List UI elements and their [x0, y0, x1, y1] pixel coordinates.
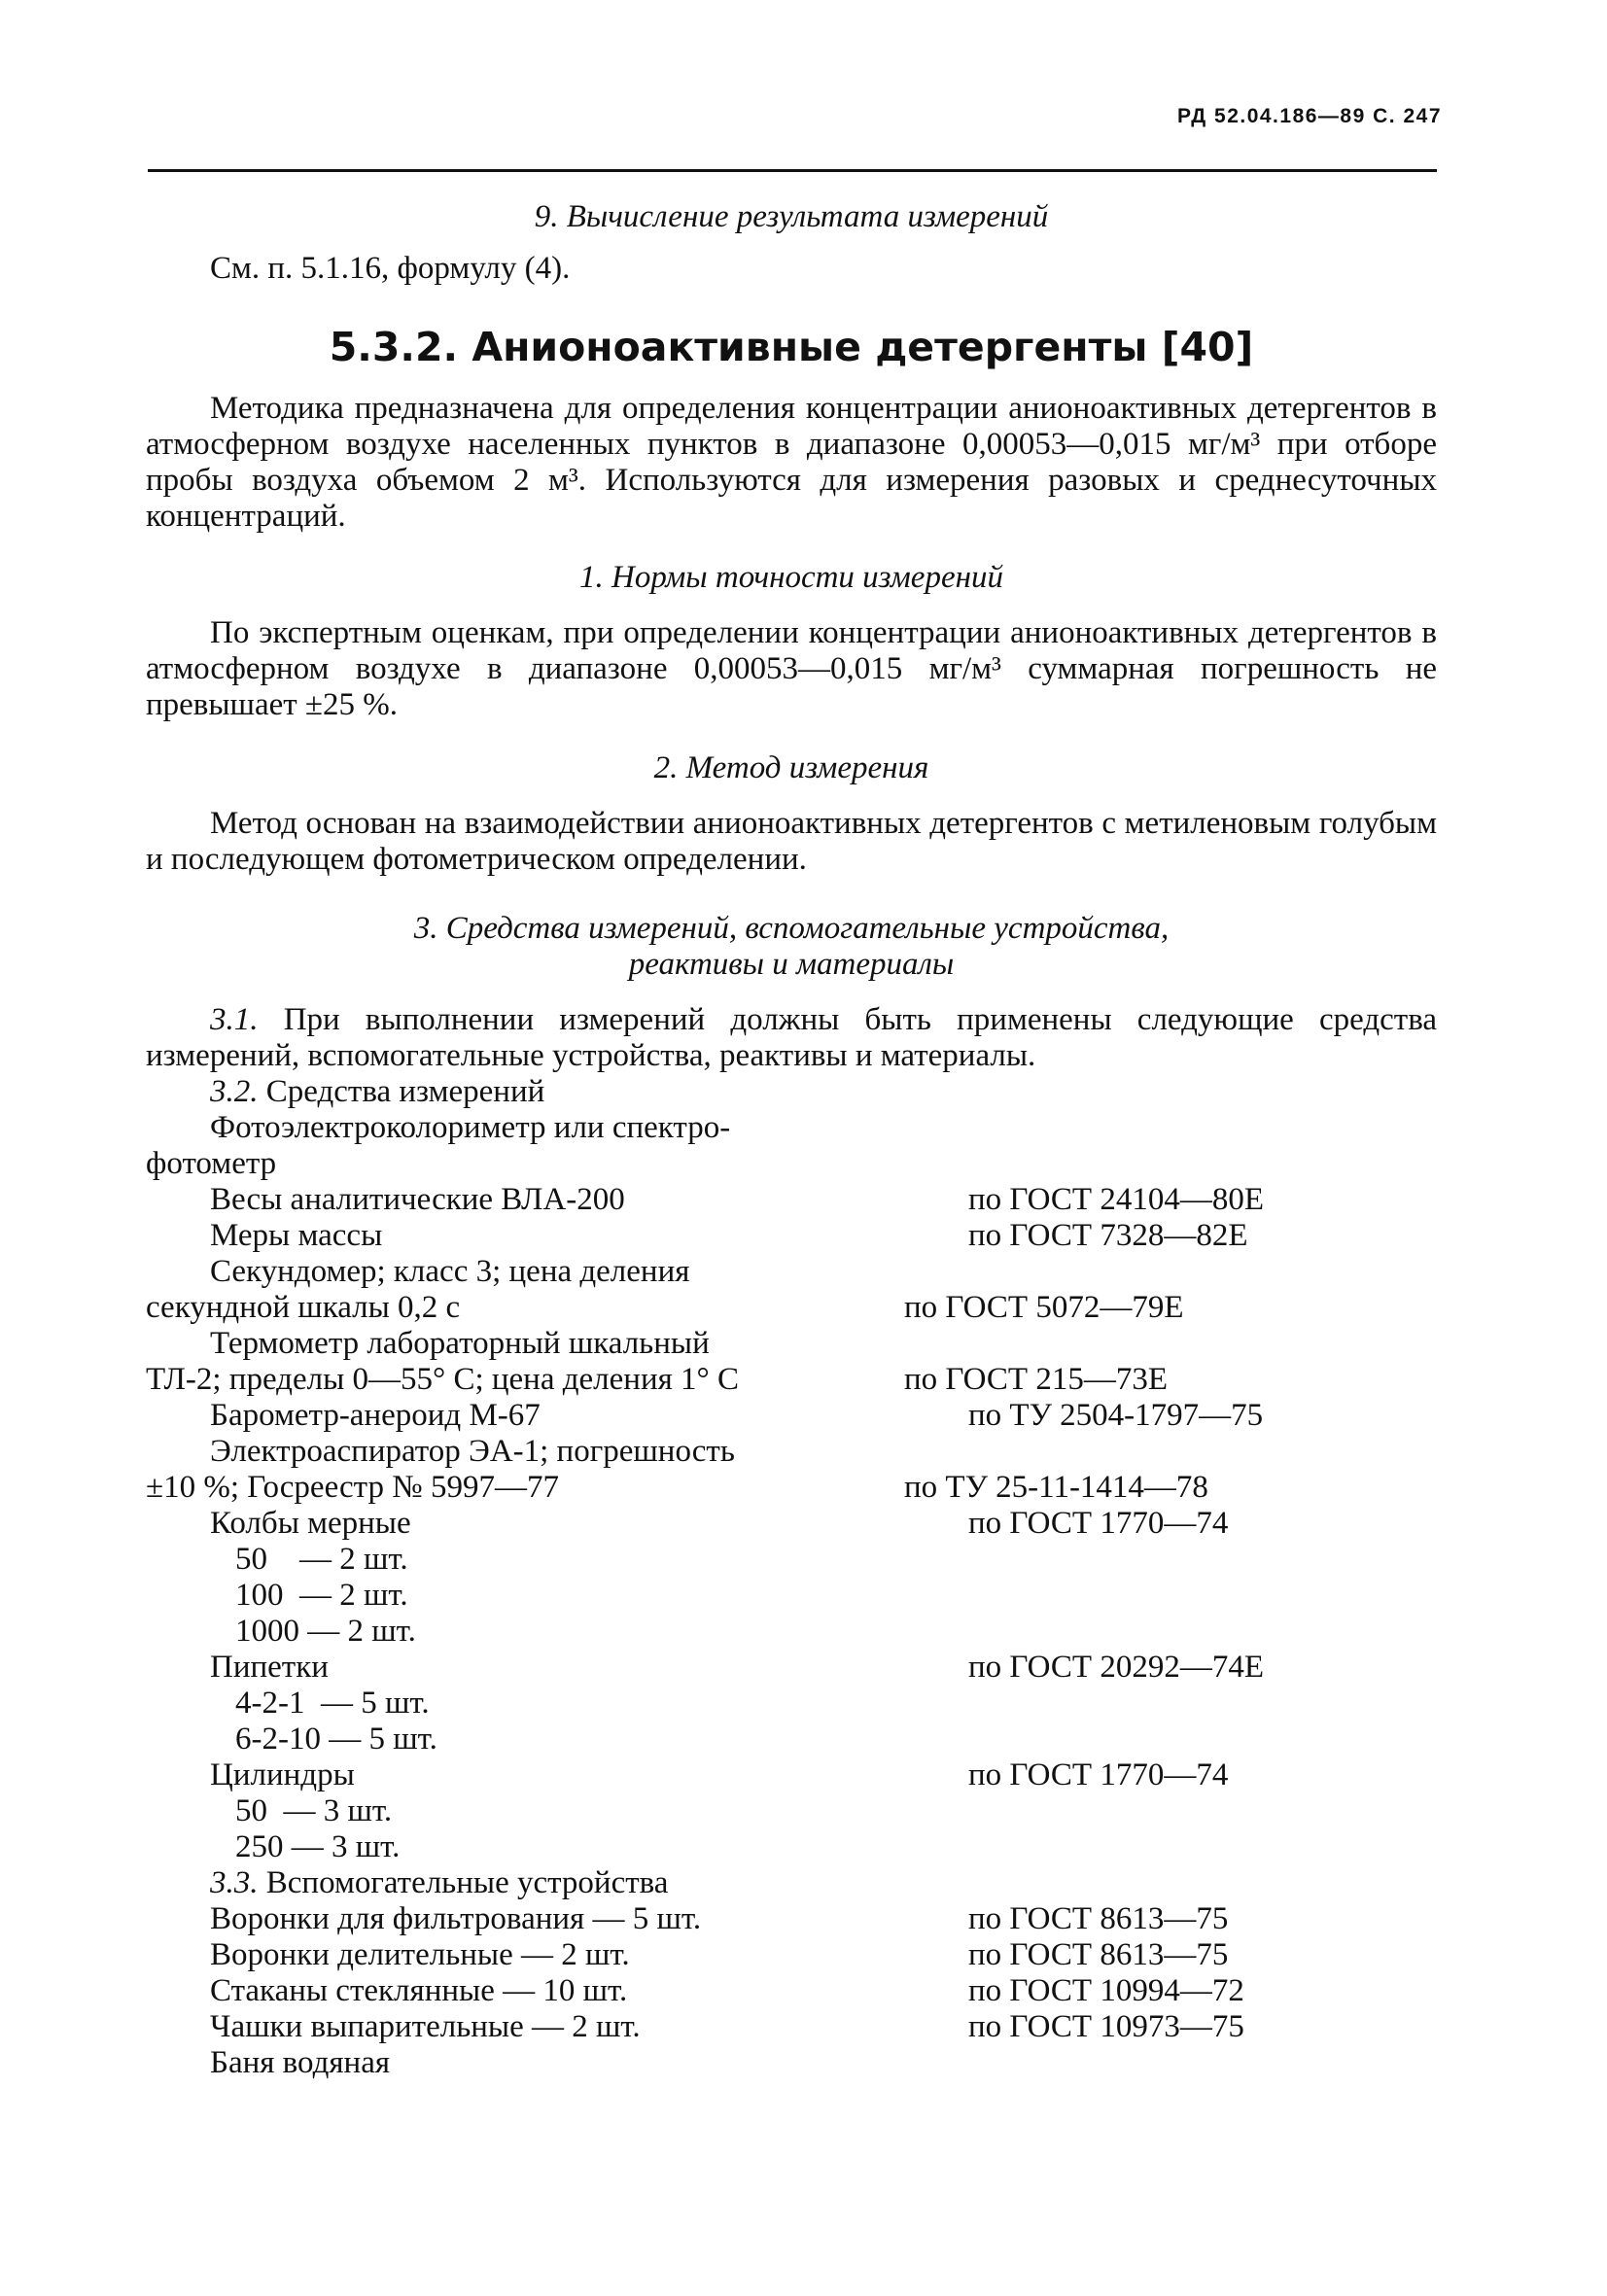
list-item	[146, 1722, 1437, 1757]
list-item	[146, 1506, 1437, 1542]
item-standard: по ГОСТ 24104—80Е	[968, 1182, 1264, 1217]
list-item	[146, 1650, 1437, 1686]
item-name: Воронки делительные — 2 шт.	[210, 1937, 630, 1972]
list-item	[146, 2045, 1437, 2081]
item-standard: по ГОСТ 10994—72	[968, 1973, 1244, 2008]
list-item	[146, 1254, 1437, 1326]
header-rule	[148, 169, 1437, 172]
item-standard: по ТУ 2504-1797—75	[968, 1398, 1264, 1433]
list-item	[146, 1686, 1437, 1722]
subsection-1-text: По экспертным оценкам, при определении концентрации анионоактивных детергентов в атмосферном воздухе в диапазоне 0,00053—0,015 мг/м³ суммарная погрешность не превышает ±25 %.	[146, 615, 1437, 722]
item-name: Стаканы стеклянные — 10 шт.	[210, 1973, 628, 2008]
item-name-continuation: фотометр	[146, 1146, 277, 1181]
item-name: Барометр-анероид М-67	[210, 1398, 541, 1433]
item-name: Чашки выпарительные — 2 шт.	[210, 2009, 641, 2044]
item-name-continuation: секундной шкалы 0,2 с	[146, 1290, 461, 1325]
subsection-2-heading: 2. Метод измерения	[653, 750, 929, 785]
item-standard: по ГОСТ 7328—82Е	[968, 1218, 1248, 1253]
list-item	[146, 1829, 1437, 1865]
subsection-3-heading-line2: реактивы и материалы	[628, 947, 955, 982]
item-standard: по ГОСТ 5072—79Е	[904, 1290, 1184, 1325]
item-name: Воронки для фильтрования — 5 шт.	[210, 1901, 702, 1936]
list-item	[146, 1434, 1437, 1506]
item-name: 100 — 2 шт.	[235, 1578, 408, 1613]
paragraph-3-3-text: Вспомогательные устройства	[258, 1865, 669, 1900]
item-name: Электроаспиратор ЭА-1; погрешность	[210, 1434, 735, 1469]
subsection-3-heading-line1: 3. Средства измерений, вспомогательные устройства,	[413, 911, 1170, 946]
paragraph-3-2-number: 3.2.	[210, 1074, 259, 1109]
item-name-continuation: ±10 %; Госреестр № 5997—77	[146, 1470, 559, 1505]
item-name: Цилиндры	[210, 1757, 355, 1792]
paragraph-3-2-text: Средства измерений	[258, 1074, 545, 1109]
item-name: 4-2-1 — 5 шт.	[235, 1686, 430, 1721]
page-content	[146, 199, 1437, 2081]
list-item	[146, 1578, 1437, 1614]
section-9-heading: 9. Вычисление результата измерений	[534, 199, 1049, 234]
paragraph-3-1	[146, 1002, 1437, 1074]
item-name: Весы аналитические ВЛА-200	[210, 1182, 625, 1217]
item-name: Баня водяная	[210, 2045, 391, 2080]
section-532-intro: Методика предназначена для определения концентрации анионоактивных детергентов в атмосферном воздухе населенных пунктов в диапазоне 0,00053—0,015 мг/м³ при отборе пробы воздуха объемом 2 м³. Используются для измерения разовых и среднесуточных концентраций.	[146, 391, 1437, 534]
list-item	[146, 1542, 1437, 1578]
paragraph-3-1-text: При выполнении измерений должны быть применены следующие средства измерений, вспомогательные устройства, реактивы и материалы.	[146, 1002, 1437, 1073]
item-standard: по ГОСТ 1770—74	[968, 1506, 1229, 1541]
list-item	[146, 1973, 1437, 2009]
subsection-2-text: Метод основан на взаимодействии анионоактивных детергентов с метиленовым голубым и последующем фотометрическом определении.	[146, 806, 1437, 877]
subsection-1-heading: 1. Нормы точности измерений	[579, 560, 1003, 595]
item-name: 50 — 3 шт.	[235, 1793, 393, 1828]
item-name-continuation: ТЛ-2; пределы 0—55° С; цена деления 1° С	[146, 1362, 740, 1397]
list-item	[146, 1326, 1437, 1398]
running-header: РД 52.04.186—89 С. 247	[1177, 105, 1442, 127]
list-item	[146, 1110, 1437, 1182]
item-name: Термометр лабораторный шкальный	[210, 1326, 710, 1361]
item-name: Пипетки	[210, 1650, 329, 1685]
item-standard	[968, 2045, 1501, 2081]
list-item	[146, 1182, 1437, 1218]
item-name: Фотоэлектроколориметр или спектро-	[210, 1110, 731, 1145]
item-name: 50 — 2 шт.	[235, 1542, 408, 1577]
item-name: Колбы мерные	[210, 1506, 411, 1541]
item-standard	[904, 1110, 1437, 1182]
item-standard: по ГОСТ 8613—75	[968, 1937, 1229, 1972]
list-item	[146, 1757, 1437, 1793]
paragraph-3-2	[146, 1074, 1437, 1110]
item-standard: по ГОСТ 20292—74Е	[968, 1650, 1264, 1685]
item-name: Меры массы	[210, 1218, 383, 1253]
list-item	[146, 1901, 1437, 1937]
paragraph-3-1-number: 3.1.	[210, 1002, 259, 1037]
item-standard: по ТУ 25-11-1414—78	[904, 1470, 1208, 1505]
list-item	[146, 1218, 1437, 1254]
item-name: Секундомер; класс 3; цена деления	[210, 1254, 690, 1289]
list-item	[146, 1398, 1437, 1434]
paragraph-3-3-number: 3.3.	[210, 1865, 259, 1900]
list-item	[146, 1937, 1437, 1973]
item-name: 6-2-10 — 5 шт.	[235, 1722, 437, 1757]
list-item	[146, 1793, 1437, 1829]
list-item	[146, 2009, 1437, 2045]
paragraph-3-3	[146, 1865, 1437, 1901]
item-standard: по ГОСТ 215—73Е	[904, 1362, 1168, 1397]
section-532-heading: 5.3.2. Анионоактивные детергенты [40]	[329, 324, 1254, 370]
item-standard: по ГОСТ 8613—75	[968, 1901, 1229, 1936]
auxiliary-list	[146, 1901, 1437, 2081]
item-standard: по ГОСТ 1770—74	[968, 1757, 1229, 1792]
item-name: 1000 — 2 шт.	[235, 1614, 416, 1649]
instruments-list	[146, 1110, 1437, 1865]
list-item	[146, 1614, 1437, 1650]
item-name: 250 — 3 шт.	[235, 1829, 401, 1864]
section-9-text: См. п. 5.1.16, формулу (4).	[210, 251, 571, 286]
item-standard: по ГОСТ 10973—75	[968, 2009, 1244, 2044]
